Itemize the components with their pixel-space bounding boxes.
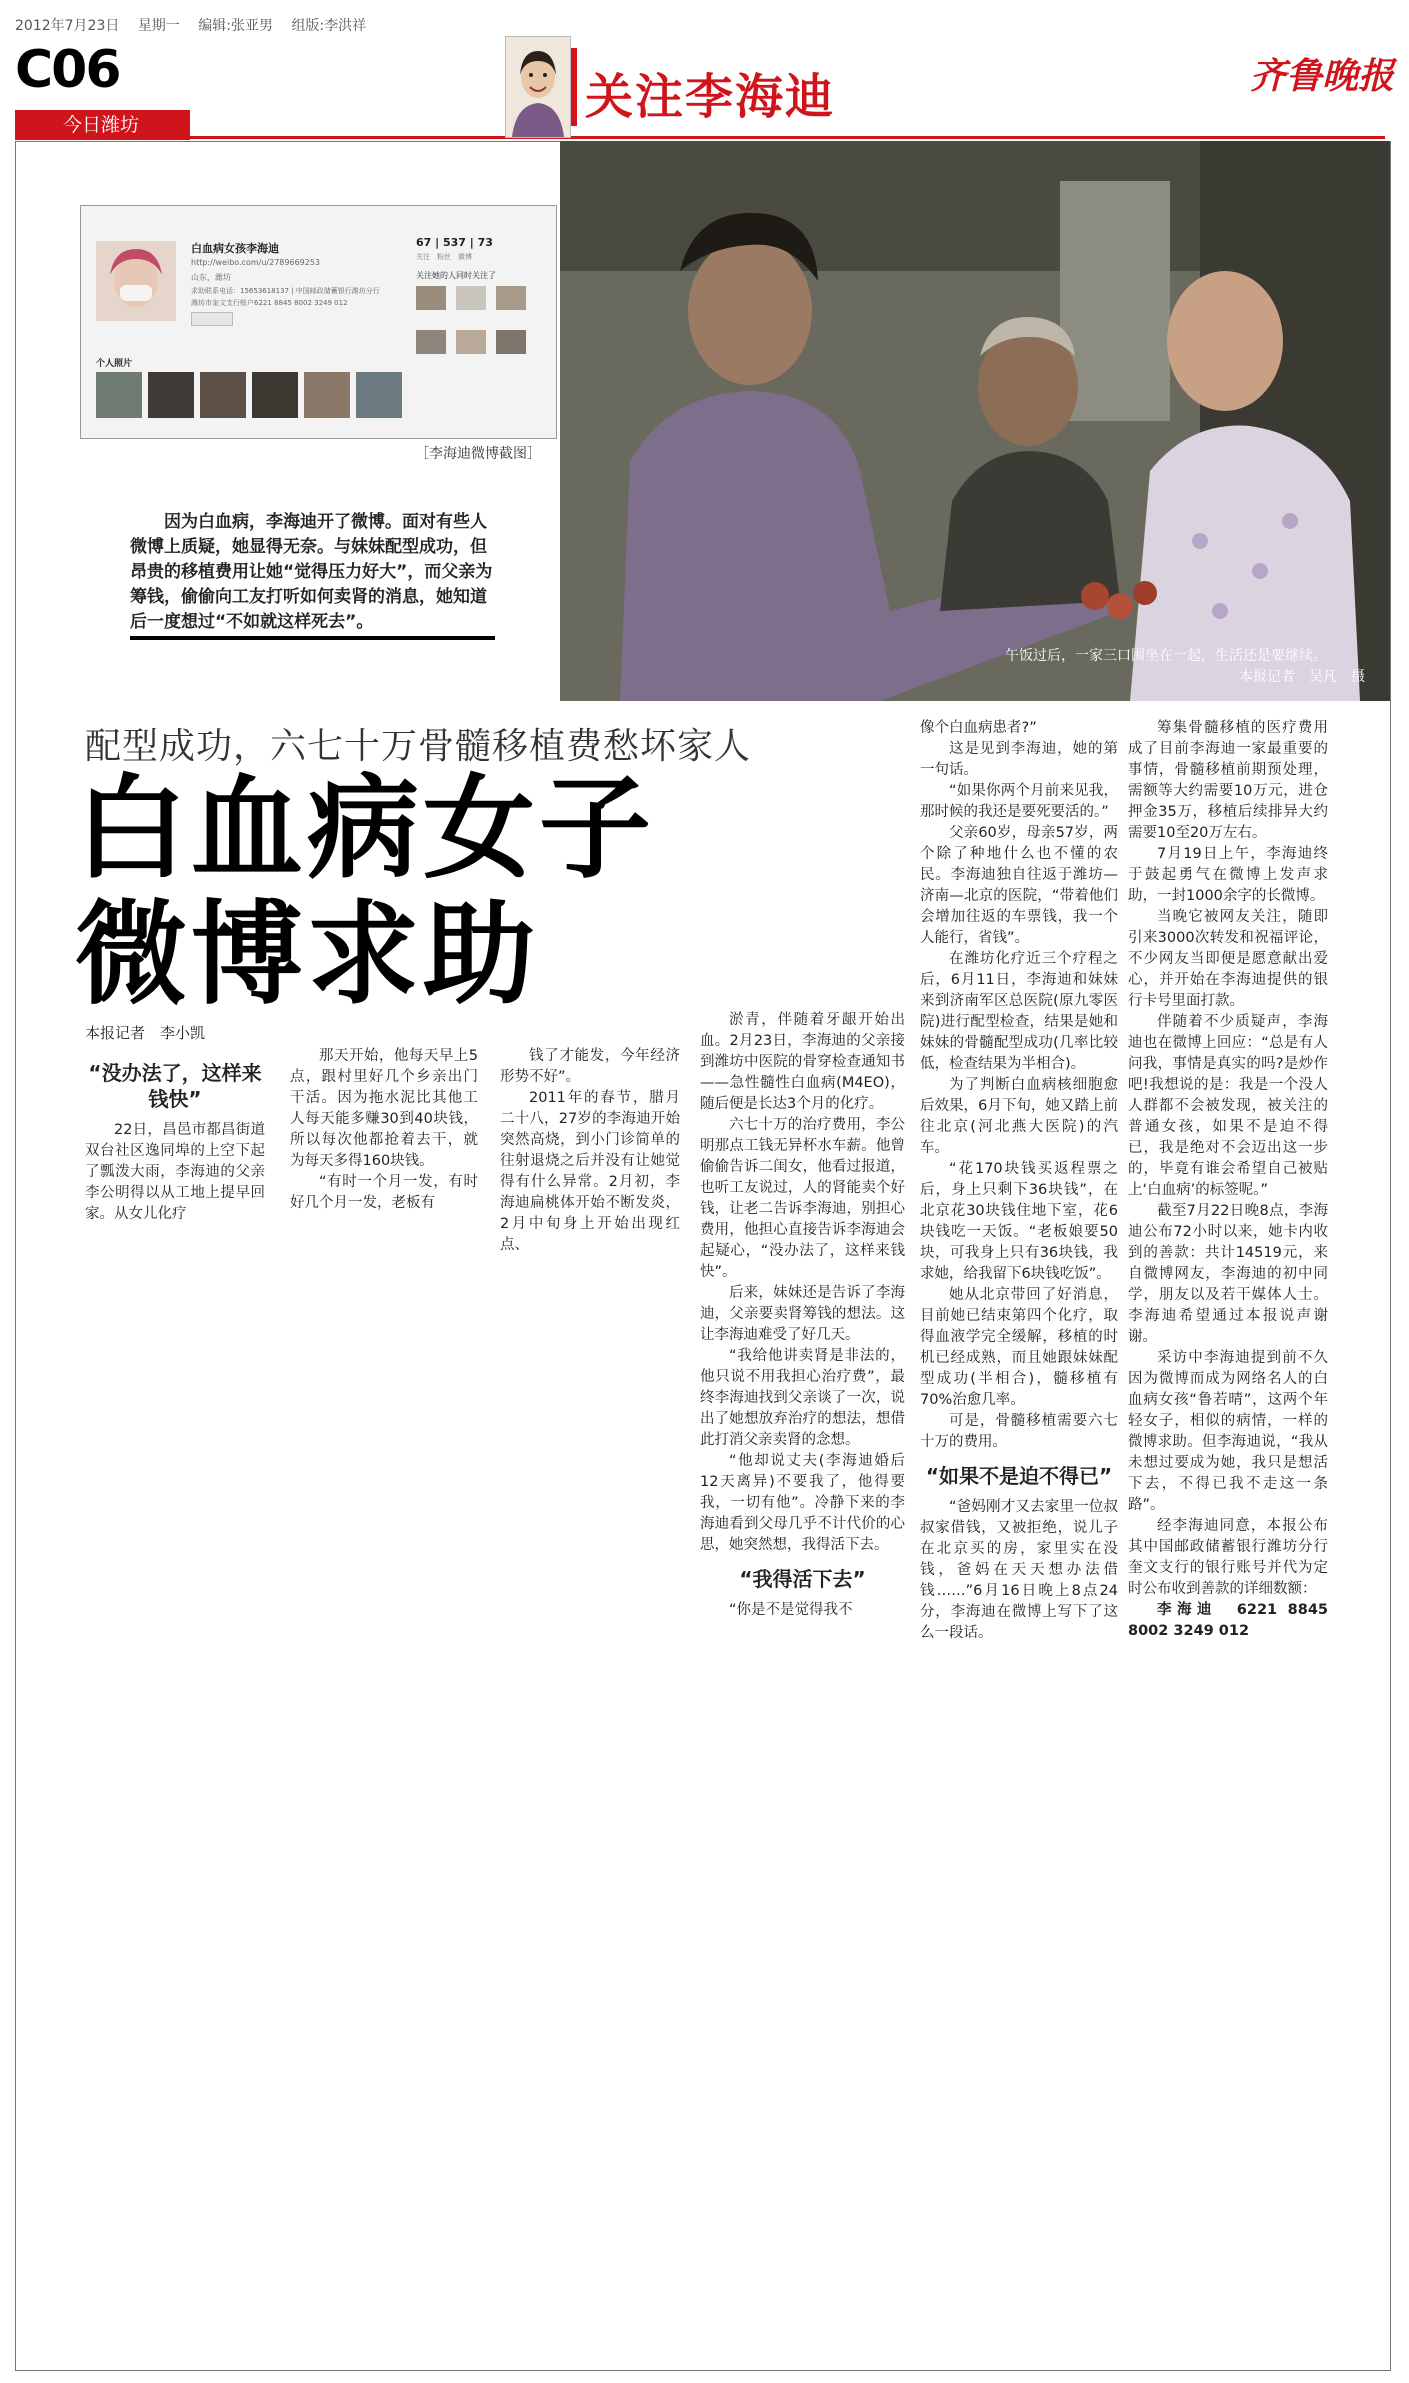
issue-meta-line <box>15 15 380 35</box>
paragraph: 可是，骨髓移植需要六七十万的费用。 <box>920 1413 1118 1450</box>
paragraph: “爸妈刚才又去家里一位叔叔家借钱，又被拒绝，说儿子在北京买的房，家里实在没钱，爸妈在天天想办法借钱……”6月16日晚上8点24分，李海迪在微博上写下了这么一段话。 <box>920 1499 1118 1641</box>
paragraph: 2011年的春节，腊月二十八，27岁的李海迪开始突然高烧，到小门诊简单的往射退烧之后并没有让她觉得有什么异常。2月初，李海迪扁桃体开始不断发炎，2月中旬身上开始出现红点、 <box>500 1090 680 1253</box>
paragraph: 经李海迪同意，本报公布其中国邮政储蓄银行潍坊分行奎文支行的银行账号并代为定时公布收到善款的详细数额： <box>1128 1518 1328 1597</box>
layout-credit: 组版:李洪祥 <box>291 18 367 34</box>
paragraph: 当晚它被网友关注，随即引来3000次转发和祝福评论，不少网友当即便是愿意献出爱心，并开始在李海迪提供的银行卡号里面打款。 <box>1128 909 1328 1009</box>
paragraph: 这是见到李海迪，她的第一句话。 <box>920 741 1118 778</box>
paragraph: 筹集骨髓移植的医疗费用成了目前李海迪一家最重要的事情，骨髓移植前期预处理，需额等大约需要10万元，进仓押金35万，移植后续排异大约需要10至20万左右。 <box>1128 720 1328 841</box>
weibo-url: http://weibo.com/u/2789669253 <box>191 258 321 267</box>
weibo-info-2: 潍坊市奎文支行账户6221 8845 8002 3249 012 <box>191 299 348 307</box>
paragraph: “你是不是觉得我不 <box>729 1602 853 1618</box>
paragraph: 淤青，伴随着牙龈开始出血。2月23日，李海迪的父亲接到潍坊中医院的骨穿检查通知书——急性髓性白血病(M4EO)，随后便是长达3个月的化疗。 <box>700 1012 905 1112</box>
paragraph: 父亲60岁，母亲57岁，两个除了种地什么也不懂的农民。李海迪独自往返于潍坊—济南—北京的医院，“带着他们会增加往返的车票钱，我一个人能行，省钱”。 <box>920 825 1118 946</box>
page-number: C06 <box>15 40 120 100</box>
newspaper-logo: 齐鲁晚报 <box>1250 55 1395 97</box>
headline-line-2: 微博求助 <box>75 890 539 1020</box>
blurb-rule <box>130 636 495 640</box>
paragraph: “如果你两个月前来见我，那时候的我还是要死要活的。” <box>920 783 1118 820</box>
paragraph: 六七十万的治疗费用，李公明那点工钱无异杯水车薪。他曾偷偷告诉二闺女，他看过报道，也听工友说过，人的肾能卖个好钱，让老二告诉李海迪，别担心费用，他担心直接告诉李海迪会起疑心，“没办法了，这样来钱快”。 <box>700 1117 905 1280</box>
weibo-follow-label: 关注她的人同时关注了 <box>416 271 496 280</box>
issue-date: 2012年7月23日 <box>15 18 120 34</box>
article-column-6 <box>1128 718 1328 1642</box>
weibo-photos-label: 个人照片 <box>96 359 133 369</box>
weibo-count-labels: 关注 粉丝 微博 <box>416 253 472 261</box>
article-column-3 <box>500 1046 680 1256</box>
paragraph: 后来，妹妹还是告诉了李海迪，父亲要卖肾筹钱的想法。这让李海迪难受了好几天。 <box>700 1285 905 1343</box>
paragraph: 7月19日上午，李海迪终于鼓起勇气在微博上发声求助，一封1000余字的长微博。 <box>1128 846 1328 904</box>
inset-caption: ［李海迪微博截图］ <box>415 446 541 462</box>
weibo-photo-strip <box>96 372 406 420</box>
paragraph: 截至7月22日晚8点，李海迪公布72小时以来，她卡内收到的善款：共计14519元，来自微博网友，李海迪的初中同学，朋友以及若干媒体人士。李海迪希望通过本报说声谢谢。 <box>1128 1203 1328 1345</box>
paragraph: “有时一个月一发，有时好几个月一发，老板有 <box>290 1174 478 1211</box>
paragraph: 她从北京带回了好消息，目前她已结束第四个化疗，取得血液学完全缓解，移植的时机已经成熟，而且她跟妹妹配型成功(半相合)，髓移植有70%治愈几率。 <box>920 1287 1118 1408</box>
weibo-follow-button[interactable] <box>191 312 233 326</box>
paragraph: 伴随着不少质疑声，李海迪也在微博上回应：“总是有人问我，事情是真实的吗?是炒作吧!我想说的是：我是一个没人人群都不会被发现，被关注的普通女孩，如果不是迫不得已，我是绝对不会迈出这一步的，毕竟有谁会希望自己被贴上‘白血病’的标签呢。” <box>1128 1014 1328 1198</box>
column-subhead: “如果不是迫不得已” <box>925 1464 1113 1488</box>
article-column-1 <box>85 1050 265 1225</box>
focus-column-title: 关注李海迪 <box>585 69 836 125</box>
weibo-screenshot <box>80 205 557 439</box>
paragraph: 像个白血病患者?” <box>920 720 1037 736</box>
photo-caption-text: 午饭过后，一家三口围坐在一起，生活还是要继续。 <box>1005 648 1327 664</box>
weibo-follow-thumbs <box>416 286 536 396</box>
article-column-2 <box>290 1046 478 1214</box>
paragraph: 那天开始，他每天早上5点，跟村里好几个乡亲出门干活。因为拖水泥比其他工人每天能多赚30到40块钱，所以每次他都抢着去干，就为每天多得160块钱。 <box>290 1048 478 1169</box>
masthead-rule <box>190 136 1385 139</box>
bank-account: 李海迪 6221 8845 8002 3249 012 <box>1128 1602 1328 1639</box>
paragraph: 采访中李海迪提到前不久因为微博而成为网络名人的白血病女孩“鲁若晴”，这两个年轻女子，相似的病情，一样的微博求助。但李海迪说，“我从未想过要成为她，我只是想活下去，不得已我不走这一条路”。 <box>1128 1350 1328 1513</box>
article-column-5 <box>920 718 1118 1644</box>
article-column-4 <box>700 1010 905 1621</box>
weibo-profile-name: 白血病女孩李海迪 <box>191 242 279 255</box>
byline: 本报记者 李小凯 <box>85 1024 206 1042</box>
photo-caption <box>1005 646 1385 688</box>
weibo-info-1: 求助联系电话：15653618137 | 中国邮政储蓄银行潍坊分行 <box>191 287 380 295</box>
headline-line-1: 白血病女子 <box>75 764 655 894</box>
column-subhead: “没办法了，这样来钱快” <box>88 1061 262 1111</box>
paragraph: “他却说丈夫(李海迪婚后12天离异)不要我了，他得要我，一切有他”。冷静下来的李海迪看到父母几乎不计代价的心思，她突然想，我得活下去。 <box>700 1453 905 1553</box>
issue-weekday: 星期一 <box>137 18 180 34</box>
paragraph: 在潍坊化疗近三个疗程之后，6月11日，李海迪和妹妹来到济南军区总医院(原九零医院)进行配型检查，结果是她和妹妹的骨髓配型成功(几率比较低，检查结果为半相合)。 <box>920 951 1118 1072</box>
paragraph: “我给他讲卖肾是非法的，他只说不用我担心治疗费”，最终李海迪找到父亲谈了一次，说出了她想放弃治疗的想法，想借此打消父亲卖肾的念想。 <box>700 1348 905 1448</box>
weibo-avatar <box>96 241 176 321</box>
paragraph: 为了判断白血病核细胞愈后效果，6月下旬，她又踏上前往北京(河北燕大医院)的汽车。 <box>920 1077 1118 1156</box>
paragraph: 22日，昌邑市都昌街道双台社区逸同埠的上空下起了瓢泼大雨，李海迪的父亲李公明得以从工地上提早回家。从女儿化疗 <box>85 1122 265 1222</box>
paragraph: “花170块钱买返程票之后，身上只剩下36块钱”，在北京花30块钱住地下室，花6块钱吃一天饭。“老板娘要50块，可我身上只有36块钱，我求她，给我留下6块钱吃饭”。 <box>920 1161 1118 1282</box>
column-subhead: “我得活下去” <box>739 1567 866 1591</box>
portrait-photo <box>505 36 571 138</box>
main-photo <box>560 141 1390 701</box>
paragraph: 钱了才能发，今年经济形势不好”。 <box>500 1048 680 1085</box>
editor-credit: 编辑:张亚男 <box>198 18 273 34</box>
focus-title-bar <box>571 48 577 126</box>
article-subheading: 配型成功，六七十万骨髓移植费愁坏家人 <box>85 726 752 767</box>
weibo-location: 山东，潍坊 <box>191 273 231 282</box>
intro-blurb: 因为白血病，李海迪开了微博。面对有些人微博上质疑，她显得无奈。与妹妹配型成功，但昂贵的移植费用让她“觉得压力好大”，而父亲为筹钱，偷偷向工友打听如何卖肾的消息，她知道后一度想过“不如就这样死去”。 <box>130 512 493 632</box>
section-tab: 今日潍坊 <box>15 110 190 140</box>
photo-credit: 本报记者 吴凡 摄 <box>1239 669 1365 685</box>
weibo-counts: 67 | 537 | 73 <box>416 236 493 249</box>
